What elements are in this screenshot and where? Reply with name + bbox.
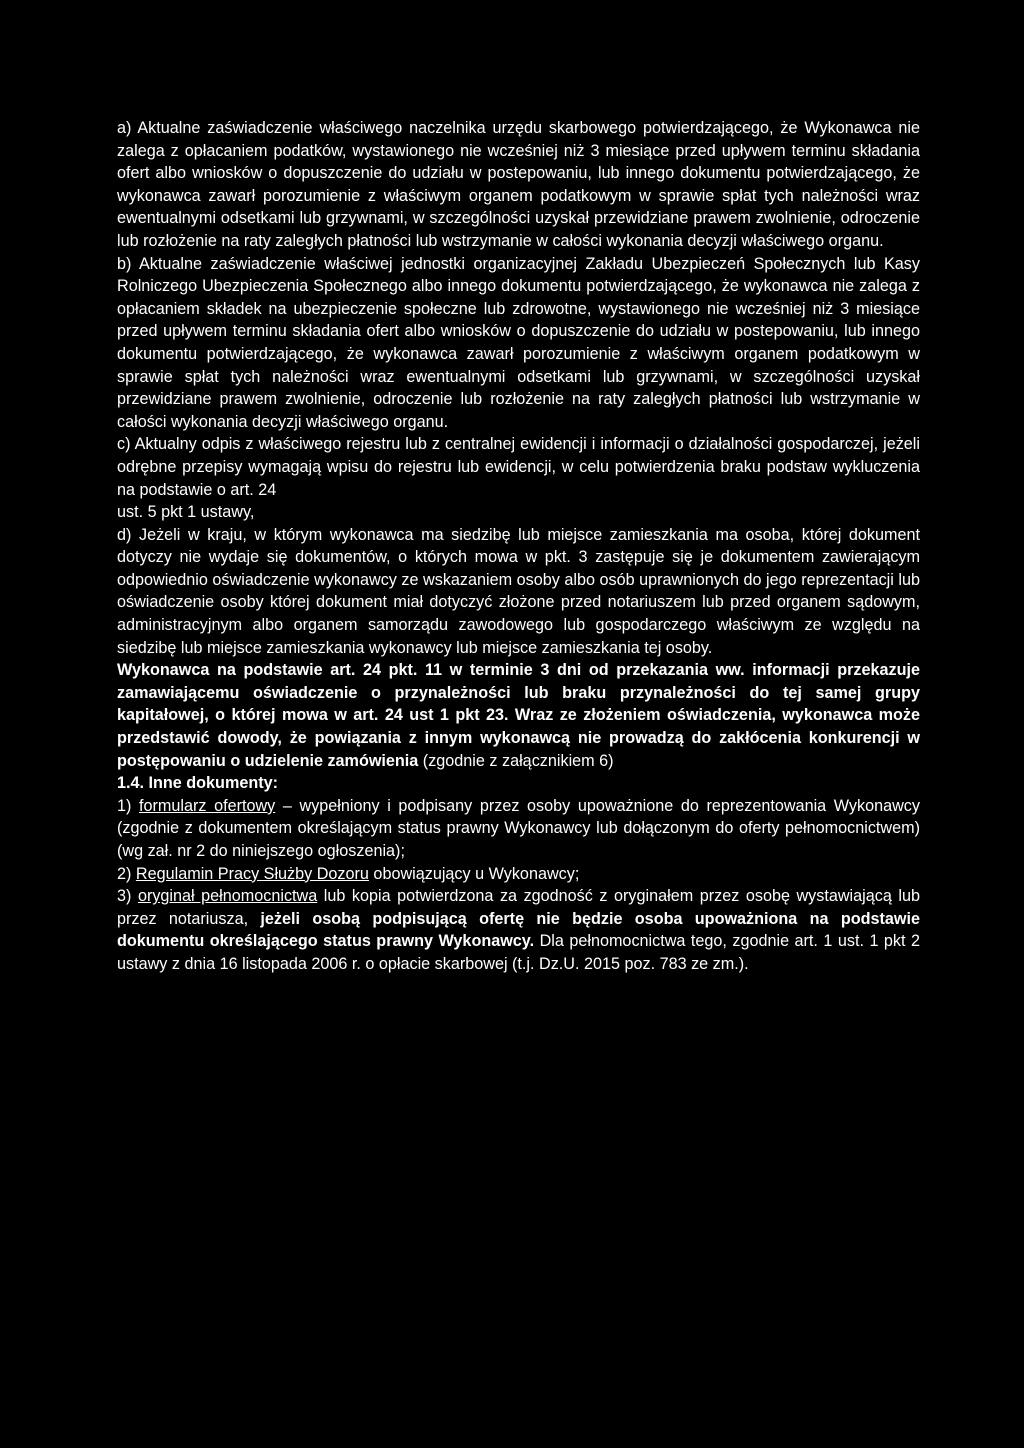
list-item-3-bold: jeżeli osobą podpisującą ofertę nie będzie osoba upoważniona na podstawie dokumentu określającego status prawny Wykonawcy. [117, 909, 920, 951]
section-title-other-documents: 1.4. Inne dokumenty: [117, 774, 279, 793]
list-item-1-text: – wypełniony i podpisany przez osoby upoważnione do reprezentowania Wykonawcy (zgodnie z dokumentem określającym status prawny Wykonawcy lub dołączonym do oferty pełnomocnictwem) (wg zał. nr 2 do niniejszego ogłoszenia); [117, 796, 920, 860]
list-item-2-number: 2) [117, 864, 136, 883]
group-notice-annex: (zgodnie z załącznikiem 6) [418, 751, 614, 770]
paragraph-c-continuation: ust. 5 pkt 1 ustawy, [117, 503, 255, 522]
list-item-1 [117, 795, 920, 863]
paragraph-b: b) Aktualne zaświadczenie właściwej jednostki organizacyjnej Zakładu Ubezpieczeń Społecznych lub Kasy Rolniczego Ubezpieczenia Społecznego albo innego dokumentu potwierdzającego, że wykonawca nie zalega z opłacaniem składek na ubezpieczenie społeczne lub zdrowotne, wystawionego nie wcześniej niż 3 miesiące przed upływem terminu składania ofert albo wniosków o dopuszczenie do udziału w postepowaniu, lub innego dokumentu potwierdzającego, że wykonawca zawarł porozumienie z właściwym organem podatkowym w sprawie spłat tych należności wraz ewentualnymi odsetkami lub grzywnami, w szczególności uzyskał przewidziane prawem zwolnienie, odroczenie lub rozłożenie na raty zaległych płatności lub wstrzymanie w całości wykonania decyzji właściwego organu. [117, 254, 920, 431]
paragraph-c [117, 433, 920, 523]
document-page [117, 117, 920, 976]
list-item-2-text: obowiązujący u Wykonawcy; [368, 864, 580, 883]
list-item-3-end: Dla pełnomocnictwa tego, zgodnie art. 1 ust. 1 pkt 2 ustawy z dnia 16 listopada 2006 r. o opłacie skarbowej (t.j. Dz.U. 2015 poz. 783 ze zm.). [117, 932, 920, 973]
list-item-3-number: 3) [117, 887, 138, 906]
paragraph-c-text: c) Aktualny odpis z właściwego rejestru lub z centralnej ewidencji i informacji o działalności gospodarczej, jeżeli odrębne przepisy wymagają wpisu do rejestru lub ewidencji, w celu potwierdzenia braku podstaw wykluczenia na podstawie o art. 24 [117, 435, 920, 499]
list-item-1-number: 1) [117, 796, 140, 815]
paragraph-d: d) Jeżeli w kraju, w którym wykonawca ma siedzibę lub miejsce zamieszkania ma osoba, której dokument dotyczy nie wydaje się dokumentów, o których mowa w pkt. 3 zastępuje się je dokumentem zawierającym odpowiednio oświadczenie wykonawcy ze wskazaniem osoby albo osób uprawnionych do jego reprezentacji lub oświadczenie osoby której dokument miał dotyczyć złożone przed notariuszem lub przed organem sądowym, administracyjnym albo organem samorządu zawodowego lub gospodarczego właściwym ze względu na siedzibę lub miejsce zamieszkania wykonawcy lub miejsce zamieszkania tej osoby. [117, 525, 920, 657]
service-regulations-link: Regulamin Pracy Służby Dozoru [135, 864, 369, 883]
offer-form-link: formularz ofertowy [139, 796, 276, 815]
group-notice-bold: Wykonawca na podstawie art. 24 pkt. 11 w terminie 3 dni od przekazania ww. informacji przekazuje zamawiającemu oświadczenie o przynależności lub braku przynależności do tej samej grupy kapitałowej, o której mowa w art. 24 ust 1 pkt 23. Wraz ze złożeniem oświadczenia, wykonawca może przedstawić dowody, że powiązania z innym wykonawcą nie prowadzą do zakłócenia konkurencji w postępowaniu o udzielenie zamówienia [117, 661, 920, 770]
list-item-2 [117, 863, 920, 886]
power-of-attorney-link: oryginał pełnomocnictwa [137, 887, 318, 906]
list-item-3-text: lub kopia potwierdzona za zgodność z oryginałem przez osobę wystawiającą lub przez notariusza, [117, 887, 920, 928]
paragraph-group-notice [117, 659, 920, 772]
paragraph-a: a) Aktualne zaświadczenie właściwego naczelnika urzędu skarbowego potwierdzającego, że Wykonawca nie zalega z opłacaniem podatków, wystawionego nie wcześniej niż 3 miesiące przed upływem terminu składania ofert albo wniosków o dopuszczenie do udziału w postepowaniu, lub innego dokumentu potwierdzającego, że wykonawca zawarł porozumienie z właściwym organem podatkowym w sprawie spłat tych należności wraz ewentualnymi odsetkami lub grzywnami, w szczególności uzyskał przewidziane prawem zwolnienie, odroczenie lub rozłożenie na raty zaległych płatności lub wstrzymanie w całości wykonania decyzji właściwego organu. [117, 119, 920, 250]
list-item-3 [117, 885, 920, 975]
